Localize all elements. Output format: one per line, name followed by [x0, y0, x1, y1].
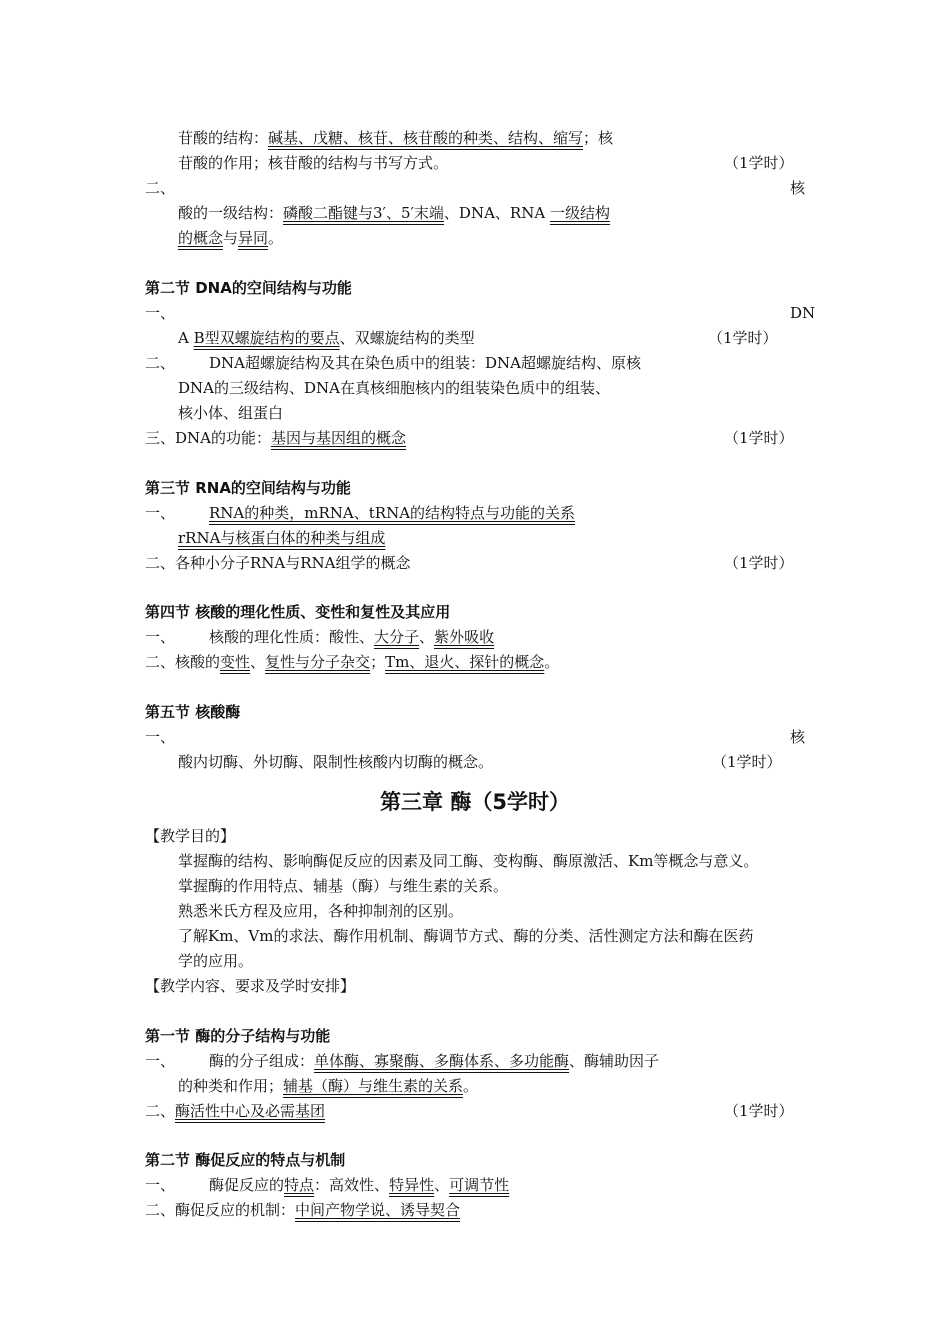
- hours-label: （1学时）: [724, 429, 794, 447]
- text-line: 酸的一级结构：磷酸二酯键与3′、5′末端、DNA、RNA 一级结构: [178, 204, 610, 222]
- objective-line: 掌握酶的结构、影响酶促反应的因素及同工酶、变构酶、酶原激活、Km等概念与意义。: [178, 852, 759, 870]
- hours-label: （1学时）: [724, 1102, 794, 1120]
- list-number: 一、: [145, 728, 176, 746]
- hours-label: （1学时）: [712, 753, 782, 771]
- hours-label: （1学时）: [708, 329, 778, 347]
- text-line: 酸内切酶、外切酶、限制性核酸内切酶的概念。: [178, 753, 494, 771]
- objectives-label: 【教学目的】: [145, 827, 236, 845]
- text-line: 一、 酶的分子组成：单体酶、寡聚酶、多酶体系、多功能酶、酶辅助因子: [145, 1052, 660, 1070]
- text-line: 苷酸的作用；核苷酸的结构与书写方式。: [178, 154, 449, 172]
- text-line: 一、 酶促反应的特点：高效性、特异性、可调节性: [145, 1176, 510, 1194]
- text-line: DNA的三级结构、DNA在真核细胞核内的组装染色质中的组装、: [178, 379, 610, 397]
- text-line: 一、 RNA的种类，mRNA、tRNA的结构特点与功能的关系: [145, 504, 576, 522]
- list-number: 二、: [145, 179, 176, 197]
- content-label: 【教学内容、要求及学时安排】: [145, 977, 356, 995]
- text-line: 三、DNA的功能：基因与基因组的概念: [145, 429, 407, 447]
- section-heading: 第二节 酶促反应的特点与机制: [145, 1151, 346, 1169]
- text-line: 的种类和作用；辅基（酶）与维生素的关系。: [178, 1077, 479, 1095]
- text-fragment: 核: [790, 179, 806, 197]
- text-line: rRNA与核蛋白体的种类与组成: [178, 529, 386, 547]
- text-line: 核小体、组蛋白: [178, 404, 284, 422]
- text-line: 二、各种小分子RNA与RNA组学的概念: [145, 554, 411, 572]
- hours-label: （1学时）: [724, 154, 794, 172]
- section-heading: 第五节 核酸酶: [145, 703, 241, 721]
- text-line: 二、酶活性中心及必需基团: [145, 1102, 326, 1120]
- section-heading: 第一节 酶的分子结构与功能: [145, 1027, 331, 1045]
- text-line: A B型双螺旋结构的要点、双螺旋结构的类型: [178, 329, 475, 347]
- objective-line: 了解Km、Vm的求法、酶作用机制、酶调节方式、酶的分类、活性测定方法和酶在医药: [178, 927, 754, 945]
- text-fragment: DN: [790, 304, 816, 322]
- chapter-title: 第三章 酶（5学时）: [380, 790, 570, 814]
- hours-label: （1学时）: [724, 554, 794, 572]
- objective-line: 熟悉米氏方程及应用，各种抑制剂的区别。: [178, 902, 464, 920]
- text-line: 二、核酸的变性、复性与分子杂交；Tm、退火、探针的概念。: [145, 653, 560, 671]
- text-fragment: 核: [790, 728, 806, 746]
- section-heading: 第三节 RNA的空间结构与功能: [145, 479, 351, 497]
- list-number: 一、: [145, 304, 176, 322]
- section-heading: 第二节 DNA的空间结构与功能: [145, 279, 352, 297]
- objective-line: 学的应用。: [178, 952, 254, 970]
- objective-line: 掌握酶的作用特点、辅基（酶）与维生素的关系。: [178, 877, 509, 895]
- text-line: 的概念与异同。: [178, 229, 284, 247]
- text-line: 一、 核酸的理化性质：酸性、大分子、紫外吸收: [145, 628, 495, 646]
- section-heading: 第四节 核酸的理化性质、变性和复性及其应用: [145, 603, 451, 621]
- text-line: 二、 DNA超螺旋结构及其在染色质中的组装：DNA超螺旋结构、原核: [145, 354, 641, 372]
- text-line: 二、酶促反应的机制：中间产物学说、诱导契合: [145, 1201, 461, 1219]
- text-line: 苷酸的结构：碱基、戊糖、核苷、核苷酸的种类、结构、缩写；核: [178, 129, 614, 147]
